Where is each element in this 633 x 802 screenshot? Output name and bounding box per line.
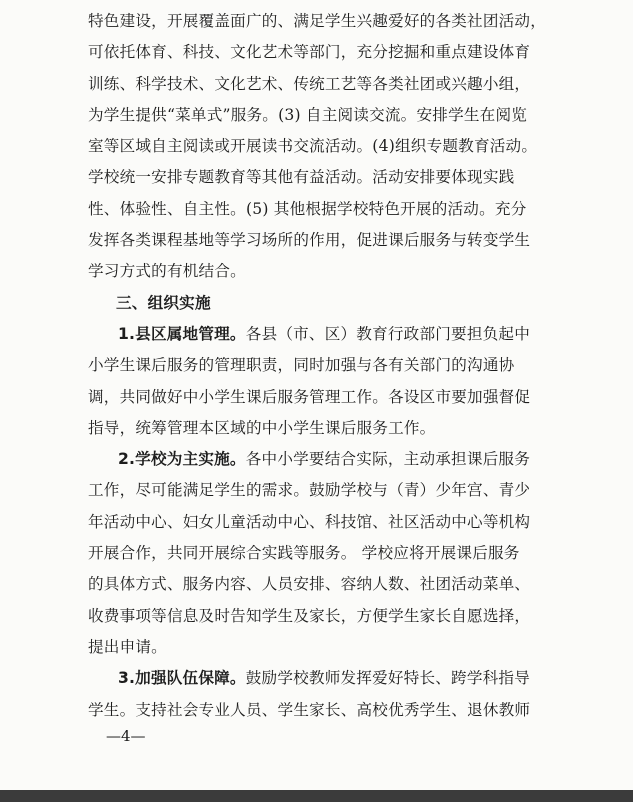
- text-line: 训练、科学技术、文化艺术、传统工艺等各类社团或兴趣小组，: [88, 74, 531, 93]
- item2-line: 各中小学要结合实际，主动承担课后服务: [245, 450, 531, 469]
- page-number: —4—: [106, 727, 146, 745]
- text-line: 性、体验性、自主性。(5) 其他根据学校特色开展的活动。充分: [88, 199, 527, 218]
- text-line: 学习方式的有机结合。: [88, 262, 246, 281]
- item3-first-line: [88, 663, 556, 694]
- item3-line: 学生。支持社会专业人员、学生家长、高校优秀学生、退休教师: [88, 700, 531, 719]
- item2-line: 工作，尽可能满足学生的需求。鼓励学校与（青）少年宫、青少: [88, 481, 531, 500]
- text-line: 特色建设，开展覆盖面广的、满足学生兴趣爱好的各类社团活动，: [88, 12, 547, 30]
- item2-line: 年活动中心、妇女儿童活动中心、科技馆、社区活动中心等机构: [88, 512, 531, 531]
- item1-line: 调，共同做好中小学生课后服务管理工作。各设区市要加强督促: [88, 387, 531, 406]
- text-line: 学校统一安排专题教育等其他有益活动。活动安排要体现实践: [88, 168, 515, 187]
- text-line: 为学生提供“菜单式”服务。(3) 自主阅读交流。安排学生在阅览: [88, 105, 528, 124]
- item2-line: 的具体方式、服务内容、人员安排、容纳人数、社团活动菜单、: [88, 575, 531, 594]
- bottom-bar: [0, 790, 633, 802]
- item2-line: 开展合作，共同开展综合实践等服务。 学校应将开展课后服务: [88, 544, 520, 563]
- section-heading: 三、组织实施: [116, 293, 211, 312]
- item1-line: 各县（市、区）教育行政部门要担负起中: [245, 324, 531, 343]
- item2-lead: 2.学校为主实施。: [118, 450, 246, 469]
- item2-first-line: [88, 444, 556, 475]
- item3-lead: 3.加强队伍保障。: [118, 669, 246, 688]
- item1-first-line: [88, 319, 556, 350]
- item1-lead: 1.县区属地管理。: [118, 324, 246, 343]
- item1-line: 小学生课后服务的管理职责，同时加强与各有关部门的沟通协: [88, 356, 515, 375]
- text-line: 发挥各类课程基地等学习场所的作用，促进课后服务与转变学生: [88, 231, 531, 250]
- item3-line: 鼓励学校教师发挥爱好特长、跨学科指导: [245, 669, 531, 688]
- text-line: 可依托体育、科技、文化艺术等部门，充分挖掘和重点建设体育: [88, 43, 531, 62]
- text-line: 室等区域自主阅读或开展读书交流活动。(4)组织专题教育活动。: [88, 137, 538, 156]
- item1-line: 指导，统筹管理本区域的中小学生课后服务工作。: [88, 418, 436, 437]
- item2-line: 收费事项等信息及时告知学生及家长，方便学生家长自愿选择，: [88, 606, 531, 625]
- item2-line: 提出申请。: [88, 637, 167, 656]
- document-body: [88, 6, 556, 726]
